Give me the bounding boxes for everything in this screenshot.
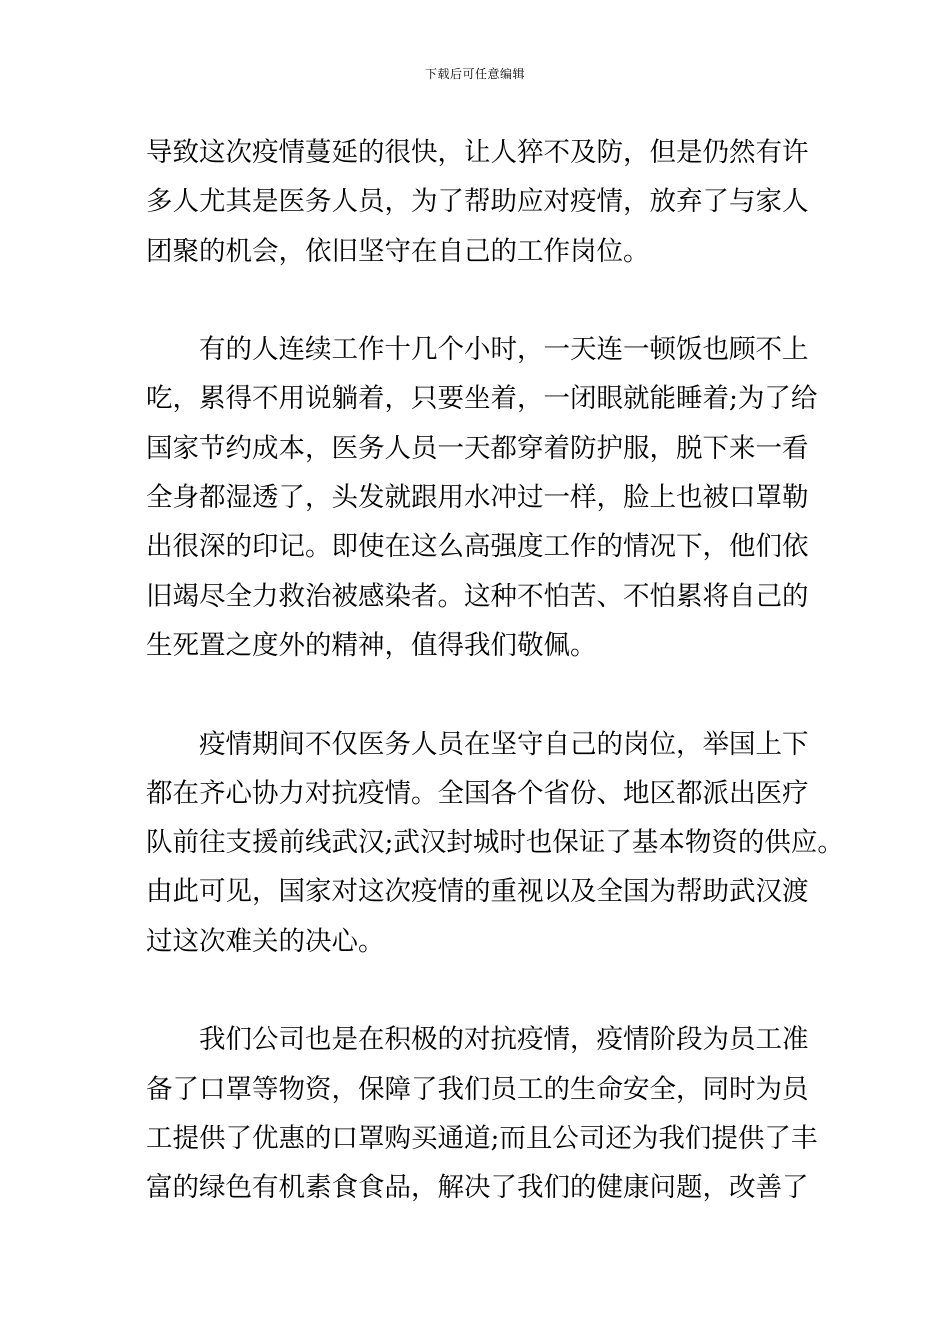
text-line: 旧竭尽全力救治被感染者。这种不怕苦、不怕累将自己的 <box>146 580 809 612</box>
text-line: 全身都湿透了，头发就跟用水冲过一样，脸上也被口罩勒 <box>146 482 809 514</box>
text-line: 过这次难关的决心。 <box>146 925 385 957</box>
page-header: 下载后可任意编辑 <box>424 67 525 81</box>
text-line: 导致这次疫情蔓延的很快，让人猝不及防，但是仍然有许 <box>146 137 809 168</box>
text-line: 疫情期间不仅医务人员在坚守自己的岗位，举国上下 <box>199 728 809 760</box>
paragraph-gap <box>146 966 826 1015</box>
text-line: 团聚的机会，依旧坚守在自己的工作岗位。 <box>146 235 650 267</box>
paragraph <box>146 720 844 966</box>
paragraph <box>146 128 826 276</box>
text-line: 由此可见，国家对这次疫情的重视以及全国为帮助武汉渡 <box>146 876 809 908</box>
text-line: 工提供了优惠的口罩购买通道;而且公司还为我们提供了丰 <box>146 1122 818 1154</box>
paragraph <box>146 1015 826 1212</box>
text-line: 国家节约成本，医务人员一天都穿着防护服，脱下来一看 <box>146 432 809 464</box>
document-body <box>146 128 844 1213</box>
paragraph-gap <box>146 276 826 325</box>
text-line: 我们公司也是在积极的对抗疫情，疫情阶段为员工准 <box>199 1024 809 1056</box>
text-line: 生死置之度外的精神，值得我们敬佩。 <box>146 629 597 661</box>
text-line: 都在齐心协力对抗疫情。全国各个省份、地区都派出医疗 <box>146 777 809 809</box>
text-line: 队前往支援前线武汉;武汉封城时也保证了基本物资的供应。 <box>146 827 844 859</box>
text-line: 有的人连续工作十几个小时，一天连一顿饭也顾不上 <box>199 334 809 366</box>
text-line: 出很深的印记。即使在这么高强度工作的情况下，他们依 <box>146 531 809 563</box>
paragraph-gap <box>146 670 826 719</box>
text-line: 富的绿色有机素食食品，解决了我们的健康问题，改善了 <box>146 1172 809 1204</box>
paragraph <box>146 325 826 670</box>
text-line: 备了口罩等物资，保障了我们员工的生命安全，同时为员 <box>146 1073 809 1105</box>
text-line: 多人尤其是医务人员，为了帮助应对疫情，放弃了与家人 <box>146 186 809 218</box>
text-line: 吃，累得不用说躺着，只要坐着，一闭眼就能睡着;为了给 <box>146 383 818 415</box>
